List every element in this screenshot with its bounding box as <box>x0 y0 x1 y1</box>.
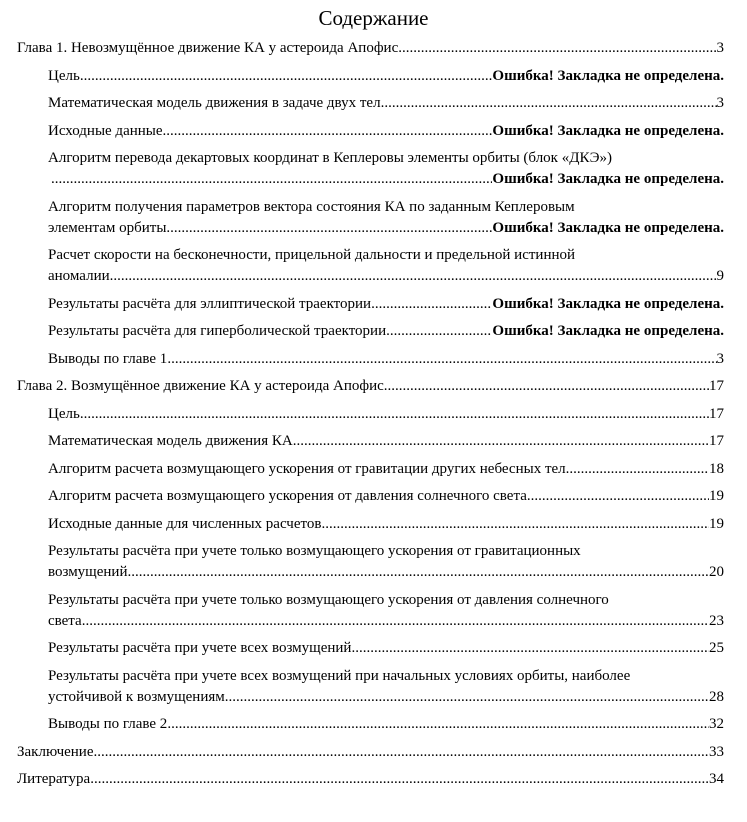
bookmark-error-text: Ошибка! Закладка не определена. <box>492 219 724 236</box>
page-title: Содержание <box>318 6 429 30</box>
page-number: 17 <box>709 433 724 449</box>
dot-leader <box>398 38 716 59</box>
page-number: 19 <box>709 488 724 504</box>
toc-section-entry[interactable] <box>48 514 724 535</box>
toc-entry-leader-line <box>48 687 724 708</box>
toc-entry-leader-line <box>48 349 724 370</box>
toc-section-entry[interactable] <box>48 245 724 287</box>
dot-leader <box>166 218 492 239</box>
toc-entry-title: Математическая модель движения в задаче двух тел <box>48 95 381 111</box>
toc-section-entry[interactable] <box>48 66 724 87</box>
dot-leader <box>80 404 709 425</box>
toc-entry-title: Литература <box>17 771 91 787</box>
toc-entry-leader-line <box>48 93 724 114</box>
toc-entry-leader-line <box>48 486 724 507</box>
toc-entry-title: Алгоритм расчета возмущающего ускорения от гравитации других небесных тел <box>48 460 566 477</box>
page-number: 17 <box>709 405 724 422</box>
toc-section-entry[interactable] <box>48 349 724 370</box>
dot-leader <box>293 431 709 452</box>
dot-leader <box>51 169 492 190</box>
toc-section-entry[interactable] <box>48 404 724 425</box>
page-number: 28 <box>709 688 724 705</box>
toc-section-entry[interactable] <box>48 294 724 315</box>
toc-section-entry[interactable] <box>48 93 724 114</box>
dot-leader <box>384 376 709 397</box>
toc-entry-title: Алгоритм расчета возмущающего ускорения от давления солнечного света <box>48 488 527 504</box>
toc-section-entry[interactable] <box>48 666 724 708</box>
toc-entry-text-line: Результаты расчёта при учете всех возмущений при начальных условиях орбиты, наиболее <box>48 667 631 684</box>
page-number: 34 <box>709 771 724 787</box>
toc-entry-title: Выводы по главе 1 <box>48 350 168 367</box>
toc-entry-leader-line <box>48 294 724 315</box>
toc-entry-title: Глава 1. Невозмущённое движение КА у астероида Апофис <box>17 40 399 56</box>
dot-leader <box>351 638 709 659</box>
toc-entry-title: аномалии <box>48 268 110 284</box>
toc-entry-title: Математическая модель движения КА <box>48 433 293 449</box>
toc-entry-leader-line <box>48 169 724 190</box>
toc-entry-title: Цель <box>48 67 80 84</box>
toc-section-entry[interactable] <box>48 321 724 342</box>
dot-leader <box>167 349 716 370</box>
page-number: 3 <box>716 95 724 111</box>
page-number: 32 <box>709 716 724 732</box>
toc-section-entry[interactable] <box>48 148 724 190</box>
page-number: 3 <box>716 40 724 56</box>
page-number: 25 <box>709 640 724 656</box>
bookmark-error-text: Ошибка! Закладка не определена. <box>492 171 724 187</box>
dot-leader <box>386 321 492 342</box>
toc-section-entry[interactable] <box>48 590 724 632</box>
dot-leader <box>371 294 492 315</box>
table-of-contents <box>17 38 724 797</box>
dot-leader <box>80 66 493 87</box>
toc-entry-text-line: Результаты расчёта при учете только возмущающего ускорения от давления солнечного <box>48 591 609 608</box>
toc-entry-leader-line <box>48 321 724 342</box>
dot-leader <box>82 611 709 632</box>
page-number: 23 <box>709 612 724 629</box>
toc-chapter-entry[interactable] <box>17 376 724 397</box>
toc-section-entry[interactable] <box>48 638 724 659</box>
dot-leader <box>127 562 709 583</box>
toc-entry-title: Результаты расчёта для эллиптической траектории <box>48 295 372 312</box>
bookmark-error-text: Ошибка! Закладка не определена. <box>492 67 724 84</box>
toc-entry-leader-line <box>48 638 724 659</box>
dot-leader <box>110 266 717 287</box>
bookmark-error-text: Ошибка! Закладка не определена. <box>492 323 724 339</box>
toc-section-entry[interactable] <box>48 459 724 480</box>
toc-section-entry[interactable] <box>48 197 724 239</box>
page-number: 9 <box>716 268 724 284</box>
dot-leader <box>527 486 709 507</box>
page-number: 33 <box>709 743 724 760</box>
toc-entry-leader-line <box>17 769 724 790</box>
toc-entry-text-line: Алгоритм перевода декартовых координат в Кеплеровы элементы орбиты (блок «ДКЭ») <box>48 150 613 166</box>
toc-entry-leader-line <box>48 611 724 632</box>
toc-chapter-entry[interactable] <box>17 769 724 790</box>
toc-entry-leader-line <box>48 66 724 87</box>
toc-entry-leader-line <box>48 431 724 452</box>
toc-entry-leader-line <box>17 376 724 397</box>
toc-entry-leader-line <box>48 562 724 583</box>
toc-entry-leader-line <box>48 266 724 287</box>
dot-leader <box>167 714 709 735</box>
toc-entry-leader-line <box>17 742 724 763</box>
toc-section-entry[interactable] <box>48 121 724 142</box>
dot-leader <box>321 514 709 535</box>
toc-entry-title: Исходные данные <box>48 122 163 139</box>
toc-entry-leader-line <box>48 218 724 239</box>
toc-entry-title: Исходные данные для численных расчетов <box>48 515 322 532</box>
toc-entry-title: Заключение <box>17 743 94 760</box>
toc-entry-text-line: Результаты расчёта при учете только возмущающего ускорения от гравитационных <box>48 543 581 559</box>
toc-chapter-entry[interactable] <box>17 742 724 763</box>
page-number: 18 <box>709 460 724 477</box>
page-number: 19 <box>709 515 724 532</box>
toc-section-entry[interactable] <box>48 541 724 583</box>
toc-entry-leader-line <box>48 714 724 735</box>
toc-entry-title: возмущений <box>48 564 128 580</box>
dot-leader <box>163 121 493 142</box>
toc-entry-leader-line <box>48 514 724 535</box>
dot-leader <box>566 459 709 480</box>
bookmark-error-text: Ошибка! Закладка не определена. <box>492 122 724 139</box>
toc-entry-leader-line <box>48 404 724 425</box>
toc-section-entry[interactable] <box>48 486 724 507</box>
dot-leader <box>94 742 710 763</box>
dot-leader <box>90 769 709 790</box>
toc-entry-title: Выводы по главе 2 <box>48 716 168 732</box>
toc-entry-title: Глава 2. Возмущённое движение КА у астероида Апофис <box>17 378 384 394</box>
toc-entry-text-line: Алгоритм получения параметров вектора состояния КА по заданным Кеплеровым <box>48 198 575 215</box>
toc-entry-title: элементам орбиты <box>48 219 167 236</box>
page-number: 17 <box>709 378 724 394</box>
toc-section-entry[interactable] <box>48 431 724 452</box>
toc-entry-title: Цель <box>48 405 80 422</box>
dot-leader <box>225 687 709 708</box>
dot-leader <box>381 93 717 114</box>
toc-entry-leader-line <box>17 38 724 59</box>
page-number: 20 <box>709 564 724 580</box>
toc-chapter-entry[interactable] <box>17 38 724 59</box>
toc-entry-title: Результаты расчёта при учете всех возмущений <box>48 640 352 656</box>
toc-entry-title: Результаты расчёта для гиперболической траектории <box>48 323 387 339</box>
page-number: 3 <box>716 350 724 367</box>
toc-entry-leader-line <box>48 121 724 142</box>
toc-entry-leader-line <box>48 459 724 480</box>
toc-entry-text-line: Расчет скорости на бесконечности, прицельной дальности и предельной истинной <box>48 247 576 263</box>
toc-section-entry[interactable] <box>48 714 724 735</box>
bookmark-error-text: Ошибка! Закладка не определена. <box>492 295 724 312</box>
toc-entry-title: устойчивой к возмущениям <box>48 688 225 705</box>
toc-entry-title: света <box>48 612 82 629</box>
